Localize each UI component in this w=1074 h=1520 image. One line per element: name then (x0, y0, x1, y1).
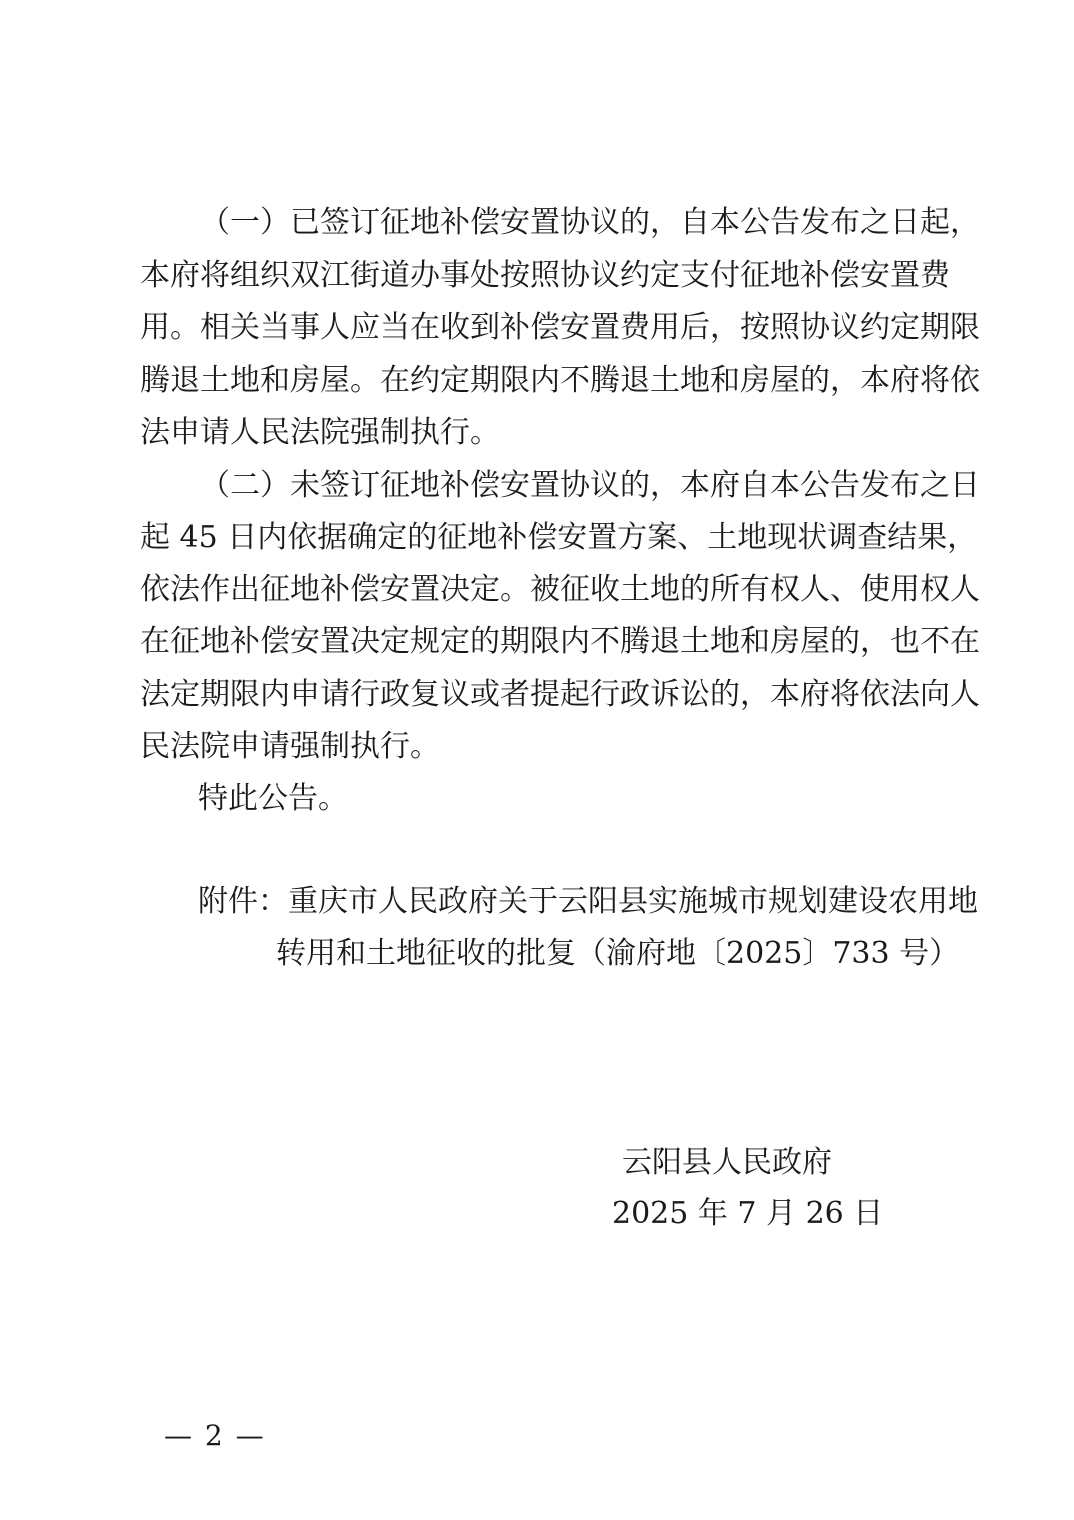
attachment-line-1: 附件：重庆市人民政府关于云阳县实施城市规划建设农用地 (198, 884, 978, 919)
paragraph-2-line-2: 起 45 日内依据确定的征地补偿安置方案、土地现状调查结果， (140, 520, 978, 555)
signature-organization: 云阳县人民政府 (622, 1145, 832, 1180)
paragraph-2-line-3: 依法作出征地补偿安置决定。被征收土地的所有权人、使用权人 (140, 572, 980, 607)
paragraph-1-line-2: 本府将组织双江街道办事处按照协议约定支付征地补偿安置费 (140, 258, 950, 293)
attachment-line-2: 转用和土地征收的批复（渝府地〔2025〕733 号） (276, 936, 960, 971)
closing-text: 特此公告。 (198, 781, 348, 816)
paragraph-1-line-1: （一）已签订征地补偿安置协议的，自本公告发布之日起， (200, 205, 980, 240)
paragraph-2-line-4: 在征地补偿安置决定规定的期限内不腾退土地和房屋的，也不在 (140, 624, 980, 659)
paragraph-1-line-4: 腾退土地和房屋。在约定期限内不腾退土地和房屋的，本府将依 (140, 363, 980, 398)
paragraph-2-line-1: （二）未签订征地补偿安置协议的，本府自本公告发布之日 (200, 468, 980, 503)
paragraph-1-line-3: 用。相关当事人应当在收到补偿安置费用后，按照协议约定期限 (140, 310, 980, 345)
paragraph-1-line-5: 法申请人民法院强制执行。 (140, 415, 500, 450)
signature-date: 2025 年 7 月 26 日 (612, 1196, 884, 1231)
paragraph-2-line-6: 民法院申请强制执行。 (140, 729, 440, 764)
paragraph-2-line-5: 法定期限内申请行政复议或者提起行政诉讼的，本府将依法向人 (140, 677, 980, 712)
page-number: — 2 — (164, 1419, 266, 1452)
